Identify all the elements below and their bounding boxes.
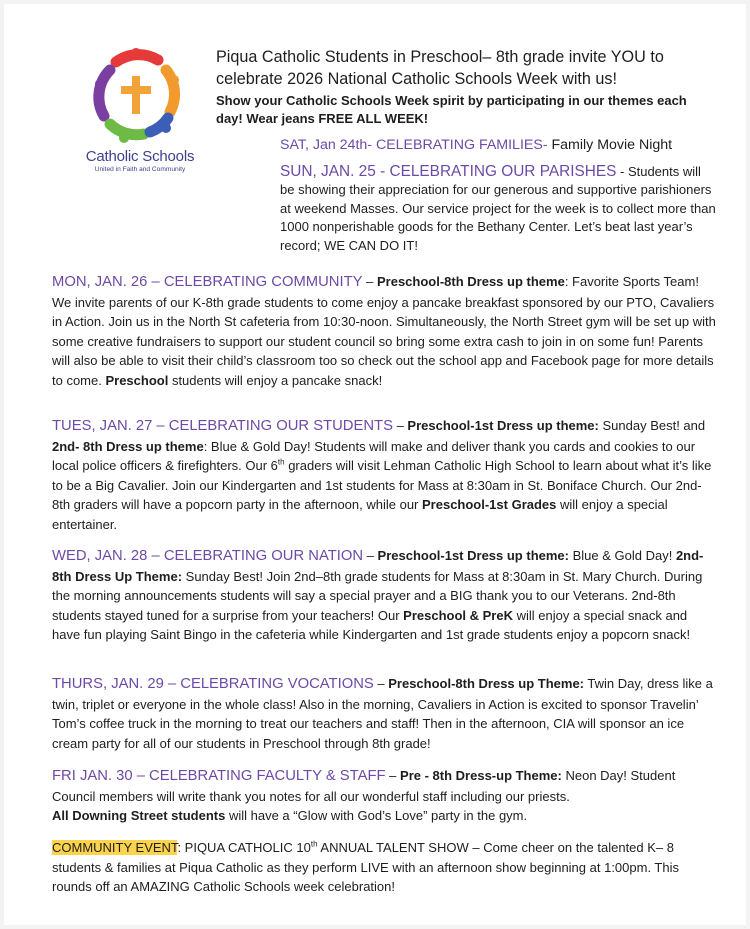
community-text-2: ANNUAL TALENT SHOW – Come cheer on the talented K– 8 students & families at Piqua Catholic as they perform LIVE with an afternoon show beginning at 1:00pm. This rounds off an AMAZING Catholic Schools week celebration! [52, 840, 679, 894]
community-section [52, 838, 718, 897]
wed-prek-label: Preschool & PreK [403, 607, 513, 623]
mon-section [52, 272, 718, 390]
logo-cross-horizontal [121, 86, 151, 94]
tues-section [52, 416, 718, 534]
mon-preschool-label: Preschool [105, 372, 169, 388]
logo-title: Catholic Schools [85, 148, 195, 165]
logo-cross-vertical [132, 76, 140, 114]
logo-head-orange [169, 75, 179, 85]
sun-section [280, 163, 716, 255]
fri-dash: – [385, 768, 401, 783]
thurs-heading: THURS, JAN. 29 – CELEBRATING VOCATIONS [52, 676, 374, 692]
logo-head-purple [95, 79, 105, 89]
logo-arc-green [110, 124, 144, 135]
tues-text-2: graders will visit Lehman Catholic High School to learn about what it’s like to be a Big Cavalier. Join our Kindergarten and 1st students for Mass at 8:30am in St. Boniface Church. Our 2nd-8th graders will have a popcorn party in the afternoon, while our [52, 458, 712, 512]
community-event-label: COMMUNITY EVENT [52, 840, 178, 855]
tues-sup: th [277, 457, 285, 467]
thurs-theme-label: Preschool-8th Dress up Theme: [388, 676, 585, 691]
mon-heading: MON, JAN. 26 – CELEBRATING COMMUNITY [52, 274, 363, 290]
logo-head-red [131, 48, 141, 58]
tues-theme1-label: Preschool-1st Dress up theme: [407, 418, 599, 433]
catholic-schools-logo-icon [88, 48, 184, 144]
wed-heading: WED, JAN. 28 – CELEBRATING OUR NATION [52, 548, 364, 564]
tues-theme1-value: Sunday Best! and [598, 418, 706, 433]
sun-text: - Students will be showing their appreciation for our generous and supportive parishioners at weekend Masses. Our service project for the week is to collect more than 1000 nonperishable goods for the Bethany Center. Let’s beat last year’s record; WE CAN DO IT! [280, 164, 716, 253]
wed-theme1-value: Blue & Gold Day! [568, 548, 676, 563]
thurs-section [52, 674, 718, 753]
thurs-text: Twin Day, dress like a twin, triplet or everyone in the whole class! Also in the morning, Cavaliers in Action is excited to sponsor Travelin’ Tom’s coffee truck in the morning to treat our teachers and staff! Then in the afternoon, CIA will sponsor an ice cream party for all of our students in Preschool through 8th grade! [52, 676, 713, 751]
logo-tagline: United in Faith and Community [94, 166, 186, 173]
theme-note: Show your Catholic Schools Week spirit by participating in our themes each day! Wear jeans FREE ALL WEEK! [216, 93, 687, 126]
mon-text-1: : Favorite Sports Team! We invite parents of our K-8th grade students to come enjoy a pancake breakfast sponsored by our PTO, Cavaliers in Action. Join us in the North St cafeteria from 10:30-noon. Simultaneously, the North Street gym will be set up with some creative fundraisers to support our student council so bring some extra cash to join in on some fun! Parents will also be able to visit their child’s classroom too so check out the school app and Facebook page for more details to come. [52, 274, 716, 388]
mon-dash: – [362, 274, 377, 289]
wed-theme2-label: 2nd-8th Dress Up Theme: [52, 548, 704, 584]
community-text-1: : PIQUA CATHOLIC 10 [177, 840, 311, 855]
sat-text: Family Movie Night [547, 137, 673, 153]
sun-heading: SUN, JAN. 25 - CELEBRATING OUR PARISHES [280, 163, 617, 180]
intro-text: Piqua Catholic Students in Preschool– 8th grade invite YOU to celebrate 2026 National Catholic Schools Week with us! [216, 48, 664, 88]
wed-theme1-label: Preschool-1st Dress up theme: [377, 548, 569, 563]
tues-text-1: : Blue & Gold Day! Students will make and deliver thank you cards and cookies to our local police officers & firefighters. Our 6 [52, 438, 696, 473]
mon-text-2: students will enjoy a pancake snack! [168, 372, 383, 388]
wed-dash: – [363, 548, 378, 563]
tues-dash: – [392, 418, 408, 433]
fri-text-2: will have a “Glow with God’s Love” party in the gym. [225, 808, 528, 823]
fri-text-1: Neon Day! Student Council members will write thank you notes for all our wonderful staff including our priests. [52, 768, 676, 804]
logo-arc-purple [99, 70, 110, 116]
fri-downing-label: All Downing Street students [52, 808, 226, 823]
fri-heading: FRI JAN. 30 – CELEBRATING FACULTY & STAFF [52, 768, 386, 784]
logo-head-blue [161, 123, 171, 133]
wed-text-1: Sunday Best! Join 2nd–8th grade students for Mass at 8:30am in St. Mary Church. During the morning announcements students will say a special prayer and a BIG thank you to our Veterans. 2nd-8th students stayed tuned for a surprise from your teachers! Our [52, 568, 703, 623]
fri-theme-label: Pre - 8th Dress-up Theme: [400, 768, 562, 783]
flyer-page [4, 4, 746, 925]
wed-text-2: will enjoy a special snack and have fun playing Saint Bingo in the cafeteria while Kindergarten and 1st grade students enjoy a popcorn snack! [52, 607, 691, 642]
fri-section [52, 766, 718, 826]
mon-theme-label: Preschool-8th Dress up theme [376, 274, 565, 289]
sat-heading: SAT, Jan 24th- CELEBRATING FAMILIES- [280, 137, 548, 153]
tues-heading: TUES, JAN. 27 – CELEBRATING OUR STUDENTS [52, 418, 393, 434]
logo-head-green [119, 133, 129, 143]
catholic-schools-logo [70, 48, 210, 176]
tues-text-3: will enjoy a special entertainer. [52, 497, 668, 532]
sat-section [280, 134, 720, 156]
tues-theme2-label: 2nd- 8th Dress up theme [52, 438, 204, 454]
wed-section [52, 546, 718, 645]
community-sup: th [310, 839, 318, 849]
thurs-dash: – [373, 676, 389, 691]
tues-grades-label: Preschool-1st Grades [422, 497, 557, 512]
